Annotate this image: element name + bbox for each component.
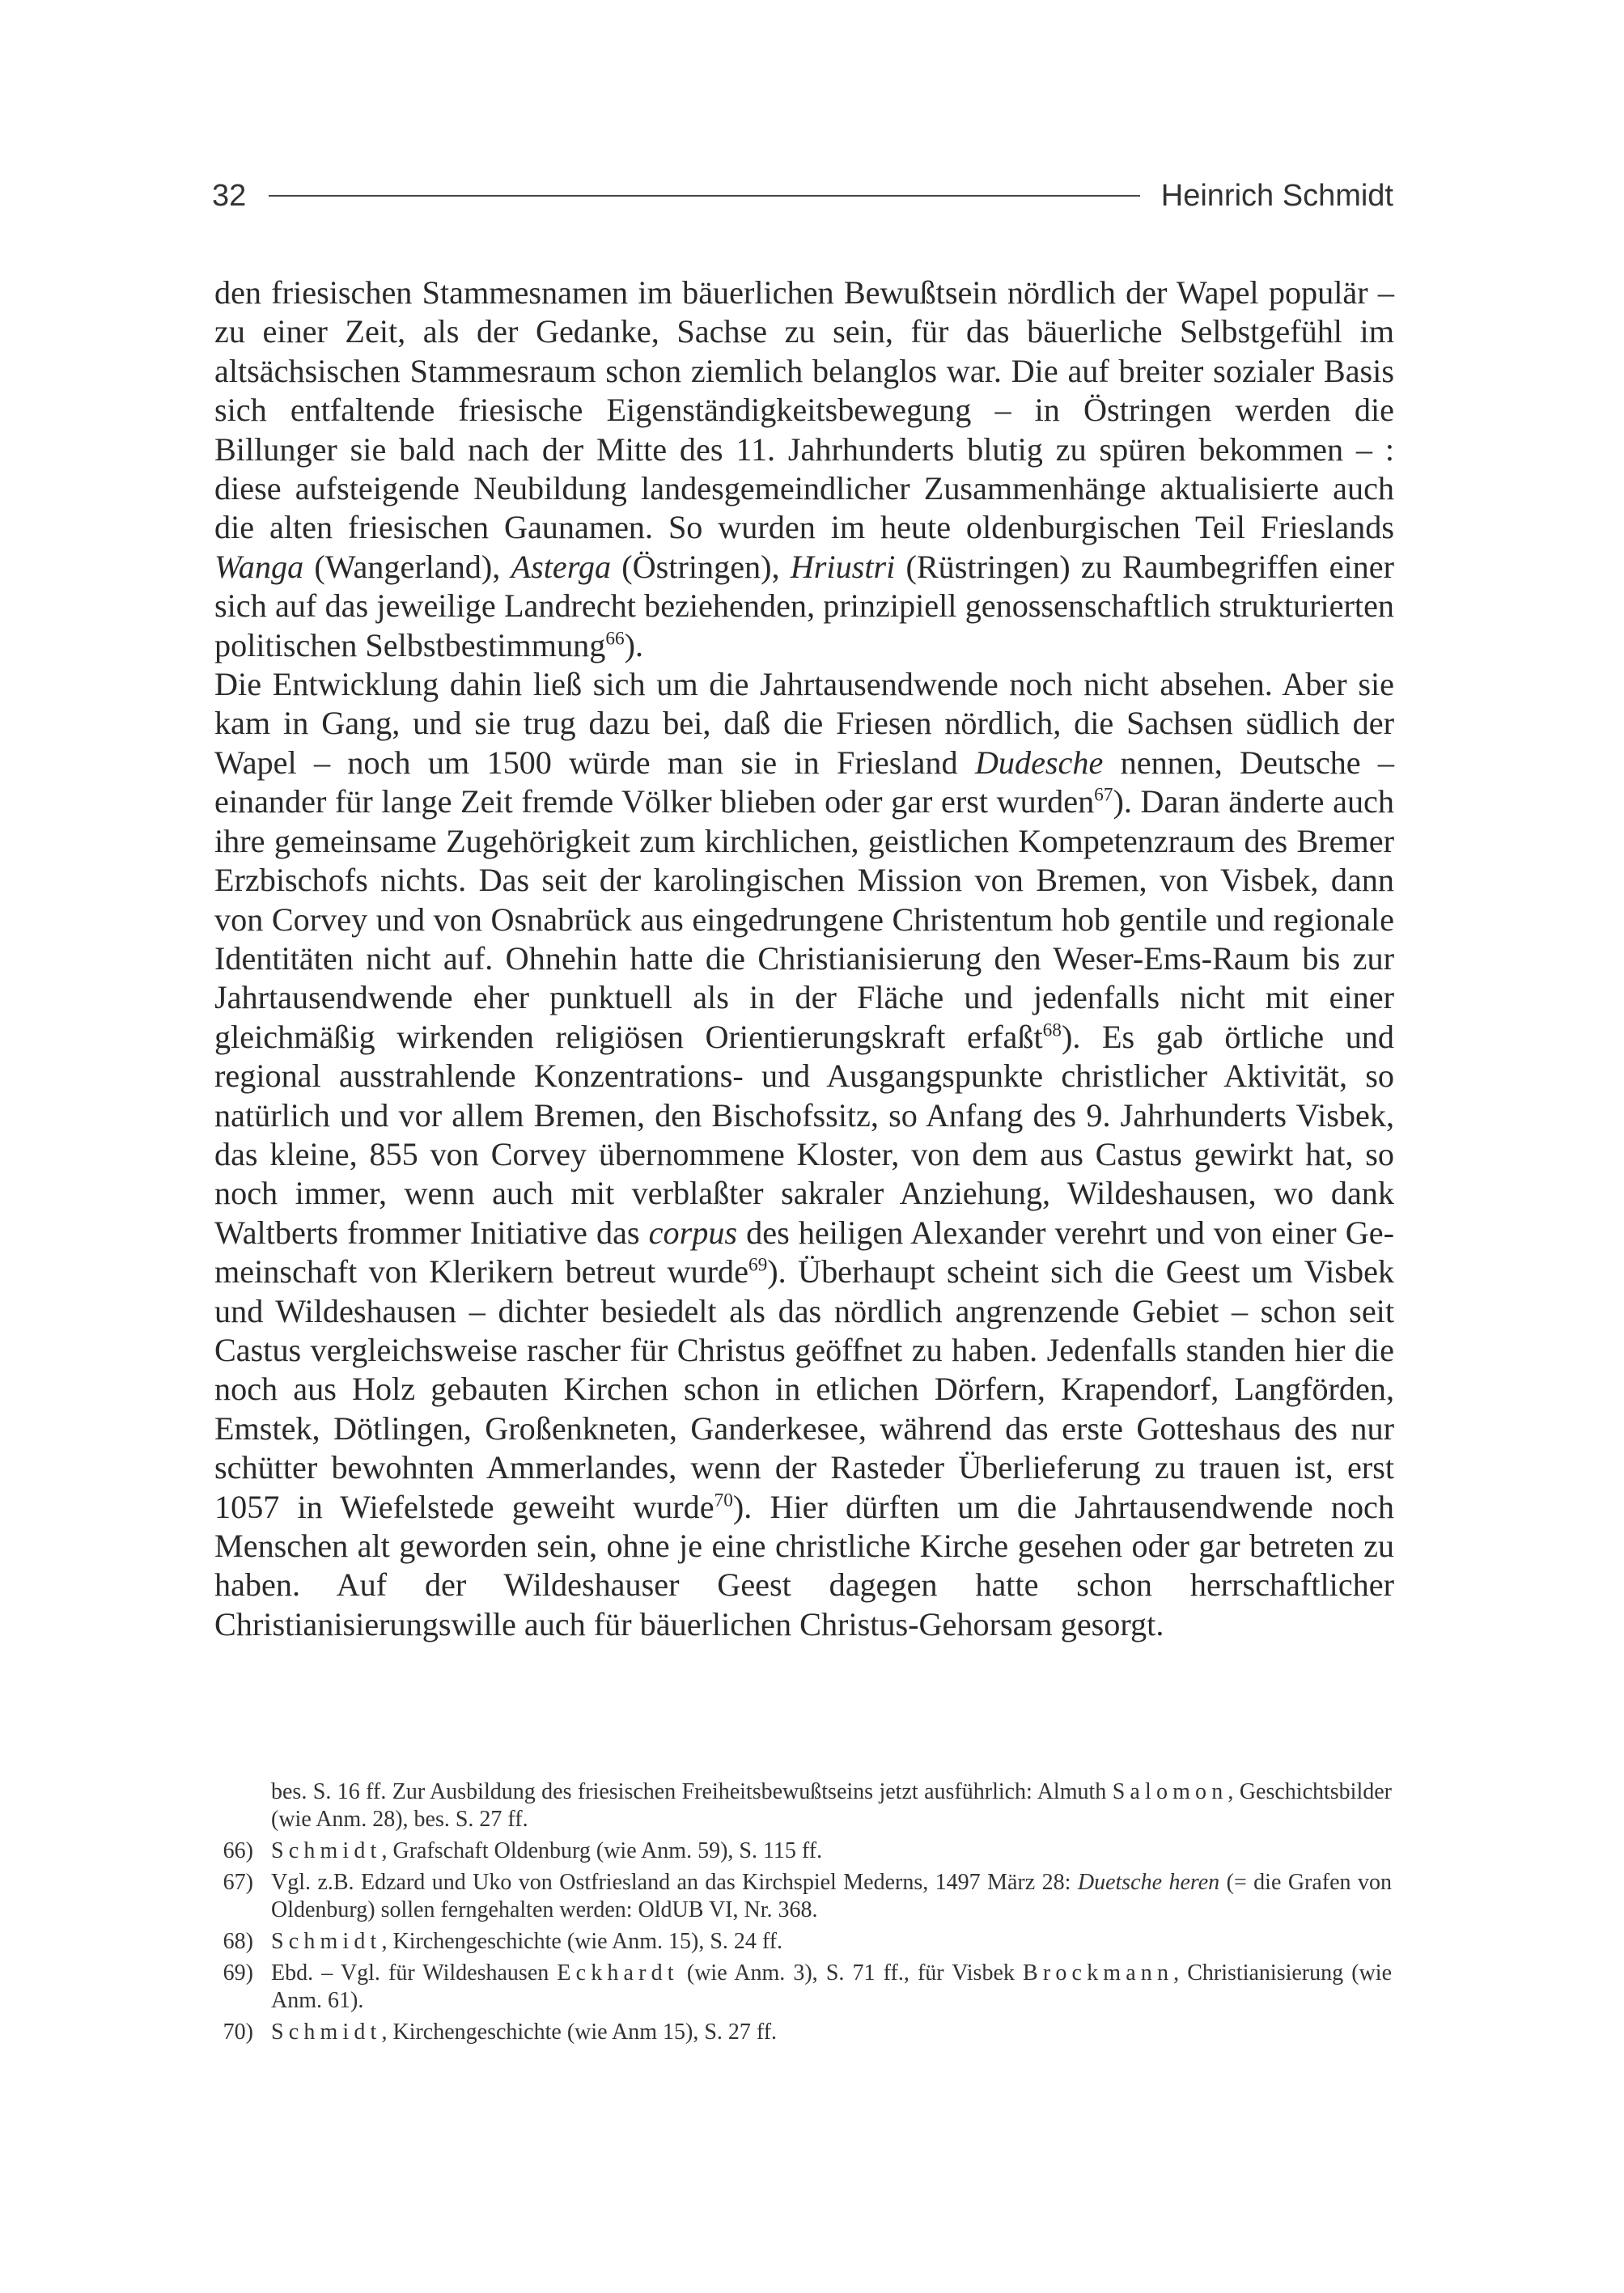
italic-term: Duetsche heren	[1077, 1870, 1220, 1895]
text-run: ). Es gab örtliche und regional ausstrahlende Konzentrations- und Ausgangspunkte christlicher Aktivität, so natürlich und vor allem Bremen, den Bischofssitz, so Anfang des 9. Jahrhunderts Visbek, das kleine, 855 von Corvey übernommene Kloster, von dem aus Castus gewirkt hat, so noch immer, wenn auch mit verblaßter sakraler Anziehung, Wildeshausen, wo dank Waltberts frommer Initiative das	[214, 1018, 1394, 1251]
footnote-ref: 69	[748, 1254, 768, 1276]
footnote-number: 70)	[223, 2020, 253, 2045]
footnote-69	[214, 1960, 1394, 2015]
footnote-ref: 67	[1094, 784, 1113, 806]
footnote-ref: 68	[1042, 1019, 1062, 1041]
text-run: ). Überhaupt scheint sich die Geest um Visbek und Wildeshausen – dichter besiedelt als das nördlich angrenzende Gebiet – schon seit Castus vergleichsweise rascher für Christus geöffnet zu haben. Jedenfalls standen hier die noch aus Holz gebauten Kirchen schon in etlichen Dörfern, Krapendorf, Langförden, Emstek, Dötlingen, Großenkneten, Ganderkesee, während das erste Gotteshaus des nur schütter bewohnten Ammerlandes, wenn der Rasteder Überlieferung zu trauen ist, erst 1057 in Wiefelstede geweiht wurde	[214, 1253, 1395, 1525]
page-header	[212, 172, 1393, 220]
footnotes	[214, 1778, 1394, 2050]
author-name: Brockmann	[1023, 1960, 1174, 1986]
text-run: bes. S. 16 ff. Zur Ausbildung des friesischen Freiheitsbewußtseins jetzt ausführlich: Almuth	[271, 1779, 1113, 1804]
text-run: , Kirchengeschichte (wie Anm 15), S. 27 ff.	[381, 2020, 778, 2045]
text-run: (Östringen),	[611, 548, 791, 585]
text-run: , Grafschaft Oldenburg (wie Anm. 59), S. 115 ff.	[381, 1838, 823, 1863]
paragraph-1	[214, 273, 1394, 665]
italic-term: Wanga	[214, 548, 304, 585]
italic-term: Asterga	[511, 548, 612, 585]
italic-term: Dudesche	[974, 744, 1104, 781]
main-text	[214, 273, 1394, 1644]
author-name: Eckhardt	[557, 1960, 679, 1986]
header-rule	[269, 195, 1140, 197]
text-run: (= die Grafen von Oldenburg) sollen ferngehalten werden: OldUB VI, Nr. 368.	[271, 1870, 1392, 1922]
text-run: ).	[624, 626, 644, 663]
author-name: Schmidt	[271, 1838, 382, 1863]
text-run: (Wangerland),	[303, 548, 511, 585]
text-run: Vgl. z.B. Edzard und Uko von Ostfriesland an das Kirchspiel Mederns, 1497 März 28:	[271, 1870, 1078, 1895]
footnote-number: 66)	[223, 1838, 253, 1863]
footnote-number: 68)	[223, 1929, 253, 1954]
footnote-number: 67)	[223, 1870, 253, 1895]
running-head: Heinrich Schmidt	[1160, 179, 1393, 213]
footnote-ref: 70	[714, 1490, 733, 1511]
footnote-66	[214, 1837, 1394, 1865]
footnote-70	[214, 2019, 1394, 2046]
text-run: ). Hier dürften um die Jahrtausendwende noch Menschen alt geworden sein, ohne je eine christliche Kirche gesehen oder gar betreten zu haben. Auf der Wildeshauser Geest dagegen hatte schon herrschaftlicher Christianisierungswille auch für bäuerlichen Christus-Gehorsam gesorgt.	[214, 1488, 1394, 1642]
text-run: ). Daran änderte auch ihre gemeinsame Zugehörigkeit zum kirchlichen, geistlichen Kompetenzraum des Bremer Erzbischofs nichts. Das seit der karolingischen Mission von Bremen, von Visbek, dann von Corvey und von Osnabrück aus eingedrungene Christentum hob gentile und regionale Identitäten nicht auf. Ohnehin hatte die Christianisierung den Weser-Ems-Raum bis zur Jahrtausendwende eher punktuell als in der Fläche und jedenfalls nicht mit einer gleichmäßig wirkenden religiösen Orientierungskraft erfaßt	[214, 783, 1394, 1055]
italic-term: Hriustri	[790, 548, 896, 585]
footnote-ref: 66	[605, 628, 625, 650]
text-run: Ebd. – Vgl. für Wildeshausen	[271, 1960, 558, 1986]
author-name: Salomon	[1112, 1779, 1228, 1804]
footnote-67	[214, 1869, 1394, 1924]
text-run: , Christianisierung (wie Anm. 61).	[271, 1960, 1393, 2013]
paragraph-2	[214, 665, 1394, 1644]
text-run: , Kirchengeschichte (wie Anm. 15), S. 24 ff.	[381, 1929, 783, 1954]
footnote-number: 69)	[223, 1960, 253, 1986]
text-run: (wie Anm. 3), S. 71 ff., für Visbek	[678, 1960, 1024, 1986]
author-name: Schmidt	[271, 1929, 382, 1954]
text-run: den friesischen Stammesnamen im bäuerlichen Bewußtsein nördlich der Wapel populär – zu einer Zeit, als der Gedanke, Sachse zu sein, für das bäuerliche Selbstgefühl im altsächsischen Stammesraum schon ziemlich belanglos war. Die auf breiter sozialer Basis sich entfaltende friesische Eigenständigkeitsbewegung – in Östringen werden die Billunger sie bald nach der Mitte des 11. Jahrhunderts blutig zu spüren bekommen – : diese aufsteigende Neubildung landesgemeindlicher Zusammenhänge aktualisierte auch die alten friesischen Gaunamen. So wurden im heute oldenburgischen Teil Frieslands	[214, 274, 1394, 546]
author-name: Schmidt	[271, 2020, 382, 2045]
text-run: des heiligen Alexander verehrt und von einer Gemeinschaft von Klerikern betreut wurde	[214, 1214, 1394, 1291]
text-run: (Rüstringen) zu Raumbegriffen einer sich auf das jeweilige Landrecht beziehenden, prinzipiell genossenschaftlich strukturierten politischen Selbstbestimmung	[214, 548, 1394, 663]
page-number: 32	[212, 179, 247, 213]
text-run: nennen, Deutsche – einander für lange Zeit fremde Völker blieben oder gar erst wurden	[214, 744, 1394, 820]
text-run: Die Entwicklung dahin ließ sich um die Jahrtausendwende noch nicht absehen. Aber sie kam in Gang, und sie trug dazu bei, daß die Friesen nördlich, die Sachsen südlich der Wapel – noch um 1500 würde man sie in Friesland	[214, 666, 1394, 781]
footnote-continuation	[214, 1778, 1394, 1833]
footnote-68	[214, 1928, 1394, 1956]
text-run: , Geschichtsbilder (wie Anm. 28), bes. S. 27 ff.	[271, 1779, 1392, 1832]
italic-term: corpus	[648, 1214, 738, 1251]
